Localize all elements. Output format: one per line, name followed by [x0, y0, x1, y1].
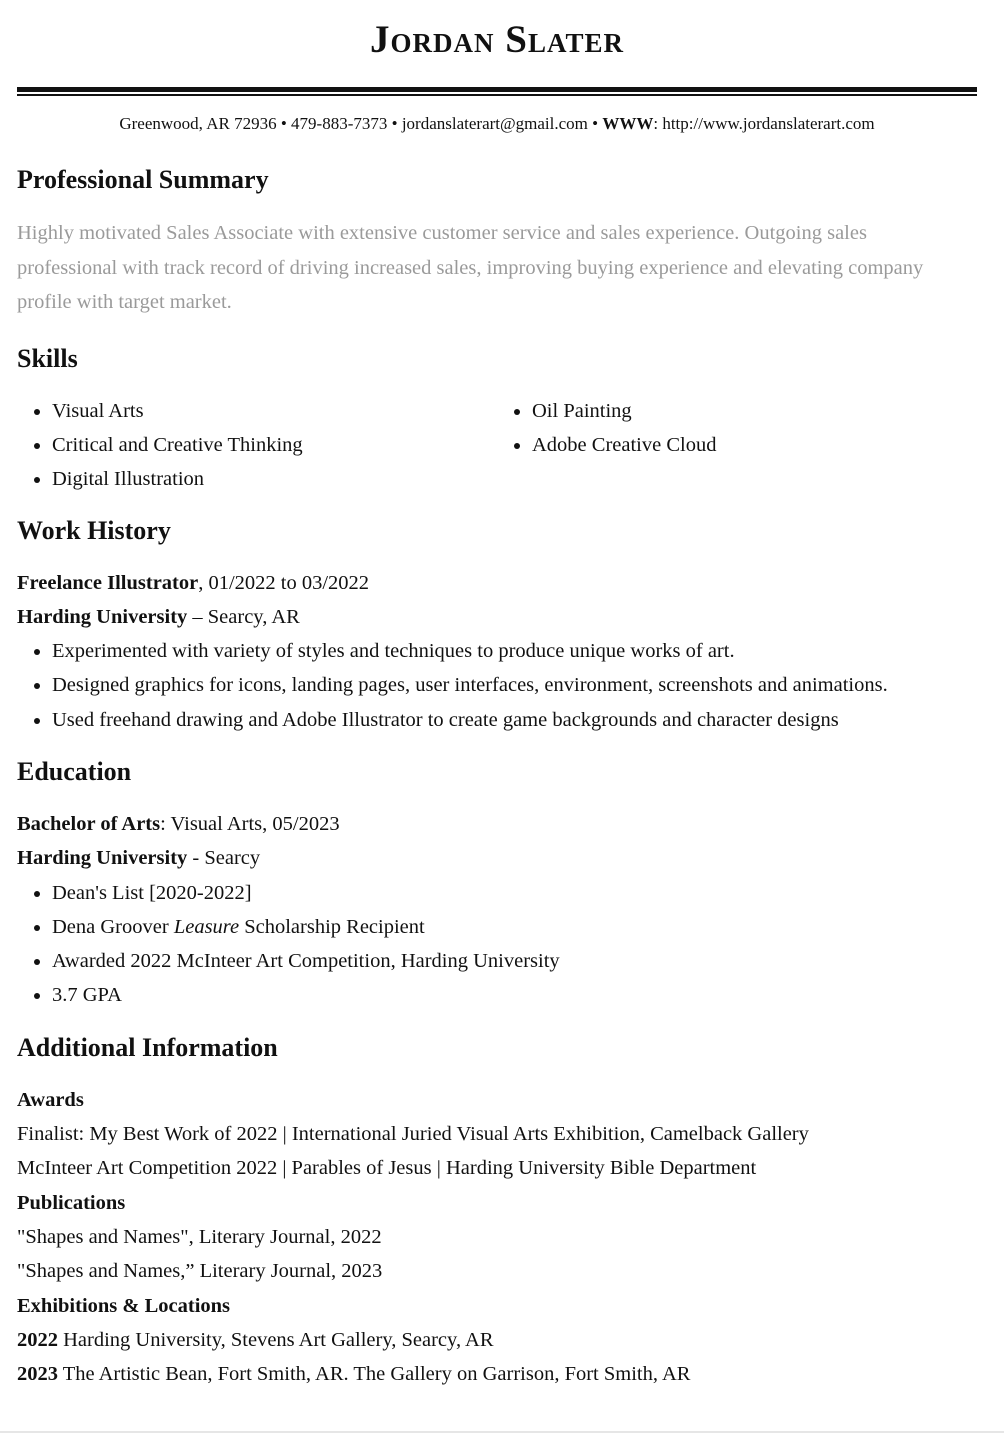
skill-item: • Oil Painting [532, 394, 716, 428]
exhibition-item [17, 1357, 977, 1391]
header-rule-thick [17, 87, 977, 92]
education-detail-item: • 3.7 GPA [52, 978, 977, 1012]
contact-www-label: WWW [602, 114, 654, 133]
job-duty-item: • Experimented with variety of styles and techniques to produce unique works of art. [52, 634, 977, 668]
exhibition-item [17, 1323, 977, 1357]
exhibition-text: Harding University, Stevens Art Gallery, Searcy, AR [58, 1328, 494, 1351]
job-dates: , 01/2022 to 03/2022 [198, 571, 370, 594]
awards-label [17, 1083, 977, 1117]
publications-label-text: Publications [17, 1191, 126, 1214]
skills-section [17, 344, 977, 496]
scholarship-name-italic: Leasure [173, 915, 240, 938]
contact-www-separator: : [653, 114, 663, 133]
degree-line [17, 807, 977, 841]
scholarship-name-suffix: Scholarship Recipient [239, 915, 425, 938]
employer-location: – Searcy, AR [187, 605, 300, 628]
education-detail-item: • Awarded 2022 McInteer Art Competition, Harding University [52, 944, 977, 978]
contact-separator: • [387, 114, 402, 133]
resume-page [17, 0, 977, 1391]
header-rule-thin [17, 94, 977, 96]
skill-item: • Digital Illustration [52, 462, 497, 496]
publications-label [17, 1186, 977, 1220]
awards-label-text: Awards [17, 1088, 84, 1111]
degree-field: : Visual Arts, 05/2023 [160, 812, 340, 835]
candidate-name: Jordan Slater [370, 18, 624, 61]
employer-name: Harding University [17, 605, 188, 628]
job-duty-item: • Designed graphics for icons, landing pages, user interfaces, environment, screenshots and animations. [52, 668, 977, 702]
exhibition-text: The Artistic Bean, Fort Smith, AR. The Gallery on Garrison, Fort Smith, AR [58, 1363, 691, 1386]
education-detail-item [52, 910, 977, 944]
skills-list [17, 394, 977, 496]
work-history-section [17, 516, 977, 737]
education-heading: Education [17, 756, 132, 786]
publication-item: "Shapes and Names", Literary Journal, 2022 [17, 1225, 382, 1248]
skills-column-1 [17, 394, 497, 496]
publication-item: "Shapes and Names,” Literary Journal, 2023 [17, 1260, 383, 1283]
degree-name: Bachelor of Arts [17, 812, 161, 835]
work-history-heading: Work History [17, 515, 171, 545]
skill-item: • Critical and Creative Thinking [52, 428, 497, 462]
contact-location: Greenwood, AR 72936 [119, 114, 277, 133]
job-title-line [17, 566, 977, 600]
summary-text: Highly motivated Sales Associate with extensive customer service and sales experience. Outgoing sales professional with track record of driving increased sales, improving buying experience and elevating company profile with target market. [17, 222, 924, 313]
skills-column-2 [497, 394, 716, 496]
job-duties [17, 634, 977, 737]
education-details [17, 876, 977, 1013]
additional-info-section [17, 1033, 977, 1392]
skills-heading: Skills [17, 343, 78, 373]
summary-heading: Professional Summary [17, 165, 269, 194]
job-duty-item: • Used freehand drawing and Adobe Illustrator to create game backgrounds and character designs [52, 703, 977, 737]
exhibition-year: 2022 [17, 1328, 58, 1351]
additional-info-heading: Additional Information [17, 1032, 278, 1062]
contact-separator: • [587, 114, 603, 133]
award-item: McInteer Art Competition 2022 | Parables of Jesus | Harding University Bible Department [17, 1157, 757, 1180]
contact-phone[interactable]: 479-883-7373 [291, 114, 388, 133]
award-item: Finalist: My Best Work of 2022 | International Juried Visual Arts Exhibition, Camelback Gallery [17, 1123, 809, 1146]
exhibition-year: 2023 [17, 1363, 58, 1386]
skill-item: • Adobe Creative Cloud [532, 428, 716, 462]
contact-email[interactable]: jordanslaterart@gmail.com [401, 114, 588, 133]
contact-line [17, 113, 977, 135]
page-bottom-border [0, 1431, 1004, 1433]
skill-item: • Visual Arts [52, 394, 497, 428]
summary-section [17, 165, 977, 320]
school-line [17, 841, 977, 875]
scholarship-name-prefix: Dena Groover [52, 915, 174, 938]
school-name: Harding University [17, 847, 188, 870]
contact-website[interactable]: http://www.jordanslaterart.com [662, 114, 875, 133]
education-detail-item: • Dean's List [2020-2022] [52, 876, 977, 910]
school-location: - Searcy [187, 847, 261, 870]
exhibitions-label [17, 1289, 977, 1323]
exhibitions-label-text: Exhibitions & Locations [17, 1294, 231, 1317]
contact-separator: • [276, 114, 292, 133]
job-title: Freelance Illustrator [17, 571, 199, 594]
employer-line [17, 600, 977, 634]
education-section [17, 757, 977, 1013]
